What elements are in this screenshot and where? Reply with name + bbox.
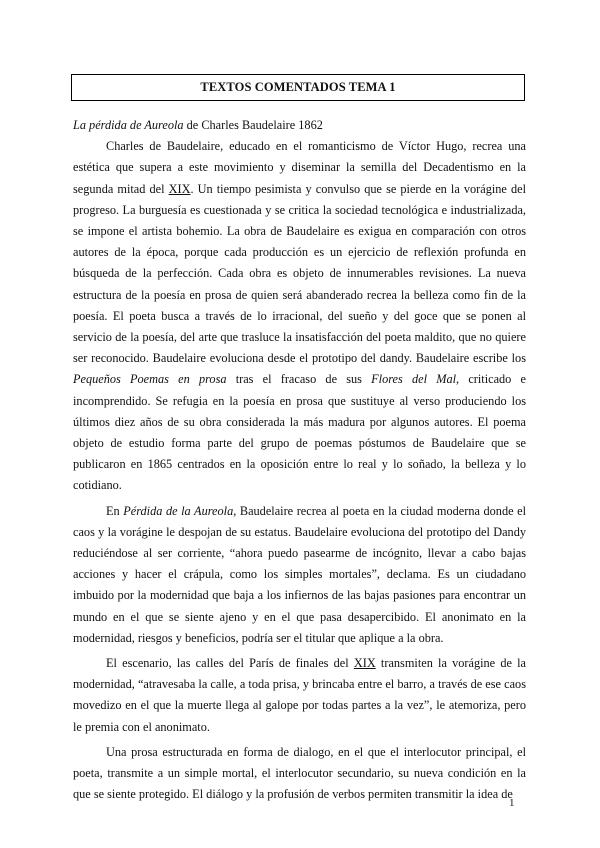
paragraph-1 — [73, 136, 526, 496]
work-author: de Charles Baudelaire 1862 — [183, 118, 323, 132]
section-heading — [73, 115, 526, 136]
page-number: 1 — [509, 797, 515, 809]
work-title: La pérdida de Aureola — [73, 118, 184, 132]
document-title-box — [71, 74, 525, 101]
paragraph-1-text-d: , criticado e incomprendido. Se refugia en la poesía en prosa que sustituye al verso produciendo los últimos diez años de su obra considerada la más madura por algunos autores. El poema objeto de estudio forma parte del grupo de poemas póstumos de Baudelaire que se publicaron en 1865 centrados en la oposición entre lo real y lo soñado, la belleza y lo cotidiano. — [73, 372, 526, 493]
century-underlined-2: XIX — [353, 656, 376, 671]
paragraph-4-text: Una prosa estructurada en forma de dialogo, en el que el interlocutor principal, el poeta, transmite a un simple mortal, el interlocutor secundario, su nueva condición en la que se siente protegido. El diálogo y la profusión de verbos permiten transmitir la idea de — [73, 744, 526, 802]
document-title: TEXTOS COMENTADOS TEMA 1 — [200, 80, 396, 94]
paragraph-1-text-c: tras el fracaso de sus — [226, 372, 372, 387]
paragraph-3 — [73, 653, 526, 738]
paragraph-2-text-a: En — [106, 503, 124, 518]
paragraph-2 — [73, 501, 526, 649]
paragraph-1-text-b: . Un tiempo pesimista y convulso que se pierde en la vorágine del progreso. La burguesía es cuestionada y se critica la sociedad tecnológica e industrializada, se impone el artista bohemio. La obra de Baudelaire es exigua en comparación con otros autores de la época, porque cada producción es un ejercicio de reflexión profunda en búsqueda de la perfección. Cada obra es objeto de innumerables revisiones. La nueva estructura de la poesía en prosa de quien será abanderado recrea la belleza como fin de la poesía. El poeta busca a través de lo irracional, del sueño y del goce que se ponen al servicio de la poesía, del arte que trasluce la insatisfacción del poeta maldito, que no quiere ser reconocido. Baudelaire evoluciona desde el prototipo del dandy. Baudelaire escribe los — [73, 181, 526, 366]
century-underlined: XIX — [168, 181, 191, 196]
document-body — [73, 115, 526, 806]
paragraph-3-text-b: transmiten la vorágine de la modernidad, “atravesaba la calle, a toda prisa, y brincaba entre el barro, a través de ese caos movedizo en el que la muerte llega al galope por todas partes a la vez”, le atemoriza, pero le premia con el anonimato. — [73, 656, 526, 734]
paragraph-3-text-a: El escenario, las calles del París de finales del — [106, 656, 354, 671]
book-title-perdida-aureola: Pérdida de la Aureola, — [123, 503, 237, 518]
book-title-pequenos-poemas: Pequeños Poemas en prosa — [73, 372, 227, 387]
book-title-flores-del-mal: Flores del Mal — [371, 372, 457, 387]
paragraph-1-text-a: Charles de Baudelaire, educado en el romanticismo de Víctor Hugo, recrea una estética que supera a este movimiento y diseminar la semilla del Decadentismo en la segunda mitad del — [73, 139, 526, 196]
paragraph-4 — [73, 742, 526, 806]
paragraph-2-text-b: Baudelaire recrea al poeta en la ciudad moderna donde el caos y la vorágine le despojan de su estatus. Baudelaire evoluciona del prototipo del Dandy reduciéndose al ser corriente, “ahora puedo pasearme de incógnito, llevar a cabo bajas acciones y hacer el crápula, como los simples mortales”, declama. Es un ciudadano imbuido por la modernidad que baja a los infiernos de las bajas pasiones para encontrar un mundo en el que se siente ajeno y en el que pasa desapercibido. El anonimato en la modernidad, riesgos y beneficios, podría ser el titular que aplique a la obra. — [73, 503, 526, 645]
